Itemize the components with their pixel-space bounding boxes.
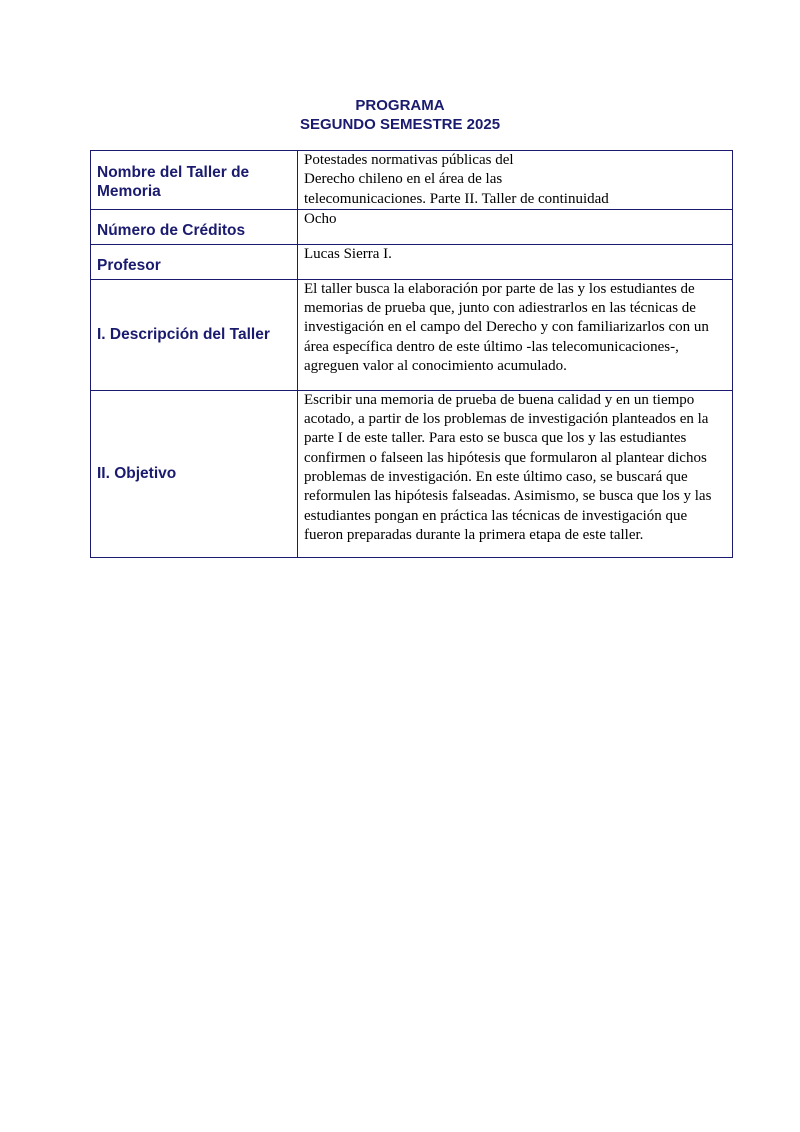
- creditos-label: Número de Créditos: [97, 222, 246, 240]
- program-table: [90, 150, 733, 558]
- descripcion-value: El taller busca la elaboración por parte de las y los estudiantes de memorias de prueba que, junto con adiestrarlos en las técnicas de investigación en el campo del Derecho y con familiarizarlos con un área específica dentro de este último -las telecomunicaciones-, agreguen valor al conocimiento acumulado.: [304, 280, 709, 375]
- objetivo-label: II. Objetivo: [97, 465, 177, 483]
- creditos-value-cell: [298, 209, 733, 244]
- nombre-value-line-1: Potestades normativas públicas del: [304, 152, 514, 168]
- objetivo-value-cell: [298, 390, 733, 557]
- nombre-label-cell: [91, 151, 298, 210]
- table-row-creditos: [91, 209, 733, 244]
- title-semestre: SEGUNDO SEMESTRE 2025: [299, 116, 501, 133]
- table-row-descripcion: [91, 279, 733, 390]
- nombre-label: Nombre del Taller de Memoria: [97, 163, 250, 200]
- profesor-label-cell: [91, 244, 298, 279]
- objetivo-value: Escribir una memoria de prueba de buena calidad y en un tiempo acotado, a partir de los problemas de investigación planteados en la parte I de este taller. Para esto se busca que los y las estudiantes confirmen o falseen las hipótesis que formularon al plantear dichos problemas de investigación. En este último caso, se buscará que reformulen las hipótesis falseadas. Asimismo, se busca que los y las estudiantes pongan en práctica las técnicas de investigación que fueron preparadas durante la primera etapa de este taller.: [304, 391, 712, 543]
- nombre-value-line-2: Derecho chileno en el área de las: [304, 171, 503, 188]
- profesor-label: Profesor: [97, 257, 161, 275]
- creditos-label-cell: [91, 209, 298, 244]
- table-row-profesor: [91, 244, 733, 279]
- descripcion-label-cell: [91, 279, 298, 390]
- creditos-value: Ocho: [304, 210, 337, 227]
- descripcion-label: I. Descripción del Taller: [97, 326, 270, 344]
- table-row-nombre: [91, 151, 733, 210]
- nombre-value-line-3: telecomunicaciones. Parte II. Taller de continuidad: [304, 190, 609, 207]
- title-programa: PROGRAMA: [355, 97, 445, 114]
- profesor-value-cell: [298, 244, 733, 279]
- descripcion-value-cell: [298, 279, 733, 390]
- nombre-value-cell: [298, 151, 733, 210]
- profesor-value: Lucas Sierra I.: [304, 245, 392, 262]
- objetivo-label-cell: [91, 390, 298, 557]
- table-row-objetivo: [91, 390, 733, 557]
- page-title: [0, 96, 800, 134]
